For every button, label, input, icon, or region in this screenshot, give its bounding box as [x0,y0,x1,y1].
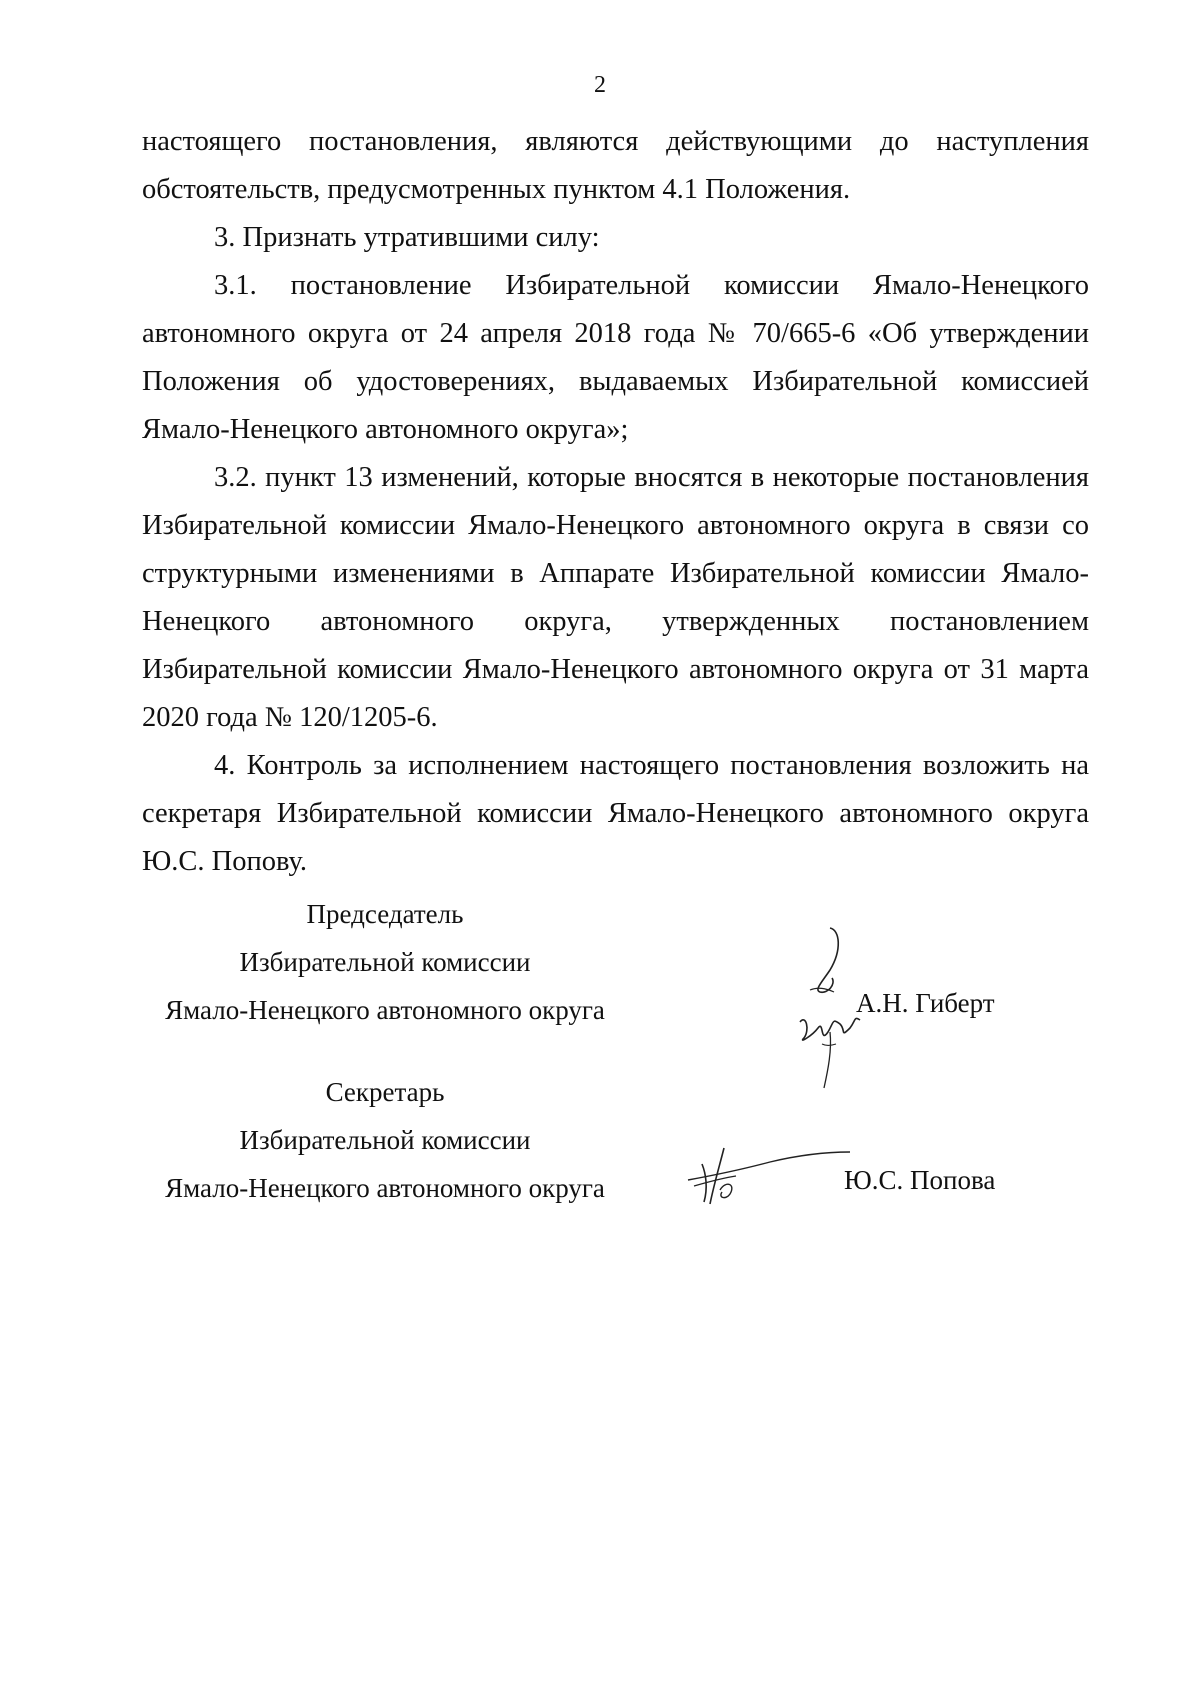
secretary-title-line2: Избирательной комиссии [239,1125,531,1155]
paragraph-4: 4. Контроль за исполнением настоящего постановления возложить на секретаря Избирательной комиссии Ямало-Ненецкого автономного округа Ю.С. Попову. [142,750,1089,877]
secretary-name: Ю.С. Попова [844,1165,996,1195]
secretary-title-line1: Секретарь [325,1077,445,1107]
paragraph-3-2: 3.2. пункт 13 изменений, которые вносятся в некоторые постановления Избирательной комиссии Ямало-Ненецкого автономного округа в связи со структурными изменениями в Аппарате Избирательной комиссии Ямало-Ненецкого автономного округа, утвержденных постановлением Избирательной комиссии Ямало-Ненецкого автономного округа от 31 марта 2020 года № 120/1205-6. [142,462,1089,733]
chairman-title-line2: Избирательной комиссии [239,947,531,977]
paragraph-3: 3. Признать утратившими силу: [214,222,600,253]
secretary-title-line3: Ямало-Ненецкого автономного округа [165,1173,605,1203]
document-body [142,118,1089,886]
paragraph-3-1: 3.1. постановление Избирательной комиссии Ямало-Ненецкого автономного округа от 24 апреля 2018 года № 70/665-6 «Об утверждении Положения об удостоверениях, выдаваемых Избирательной комиссией Ямало-Ненецкого автономного округа»; [142,270,1089,445]
secretary-handwritten-signature [680,1140,860,1210]
secretary-title-block [140,1068,630,1212]
chairman-title-block [140,890,630,1034]
chairman-name: А.Н. Гиберт [856,988,995,1018]
page-number: 2 [594,72,606,98]
chairman-title-line1: Председатель [306,899,464,929]
paragraph-continuation: настоящего постановления, являются действующими до наступления обстоятельств, предусмотренных пунктом 4.1 Положения. [142,126,1089,205]
chairman-title-line3: Ямало-Ненецкого автономного округа [165,995,605,1025]
